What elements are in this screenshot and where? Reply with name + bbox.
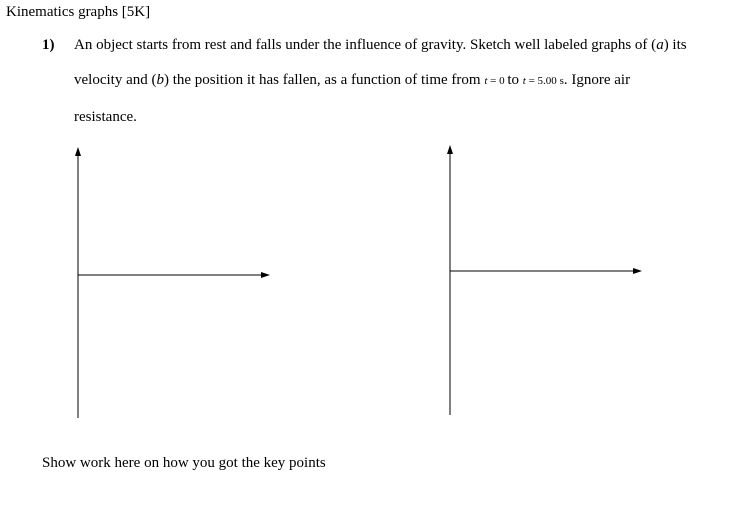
part-b-label: b	[156, 72, 164, 88]
position-x-axis-arrowhead	[633, 268, 642, 274]
question-text: ) its	[663, 37, 687, 53]
velocity-x-axis-arrowhead	[261, 272, 270, 278]
part-a-label: a	[656, 37, 664, 53]
time-symbol: t	[484, 75, 488, 87]
velocity-graph-axes	[70, 144, 280, 424]
velocity-y-axis-arrowhead	[75, 147, 81, 156]
question-line-2	[74, 72, 630, 89]
question-line-3: resistance.	[74, 109, 137, 125]
time-start-value: = 0	[487, 75, 508, 87]
time-symbol: t	[522, 75, 526, 87]
page-title: Kinematics graphs [5K]	[6, 4, 151, 20]
position-y-axis-arrowhead	[447, 145, 453, 154]
question-text: ) the position it has fallen, as a function of time from	[163, 72, 485, 88]
time-range-end	[523, 75, 564, 87]
to-word: to	[507, 72, 523, 88]
time-range-start	[484, 75, 507, 87]
time-end-value: = 5.00	[525, 75, 560, 87]
question-line-1	[74, 37, 687, 54]
question-text: An object starts from rest and falls under the influence of gravity. Sketch well labeled graphs of (	[74, 37, 657, 53]
question-text: velocity and (	[74, 72, 157, 88]
question-text: . Ignore air	[563, 72, 631, 88]
position-graph-axes	[442, 142, 652, 422]
work-area-prompt: Show work here on how you got the key points	[42, 455, 326, 471]
question-number: 1)	[42, 37, 55, 53]
seconds-unit: s	[559, 75, 564, 87]
